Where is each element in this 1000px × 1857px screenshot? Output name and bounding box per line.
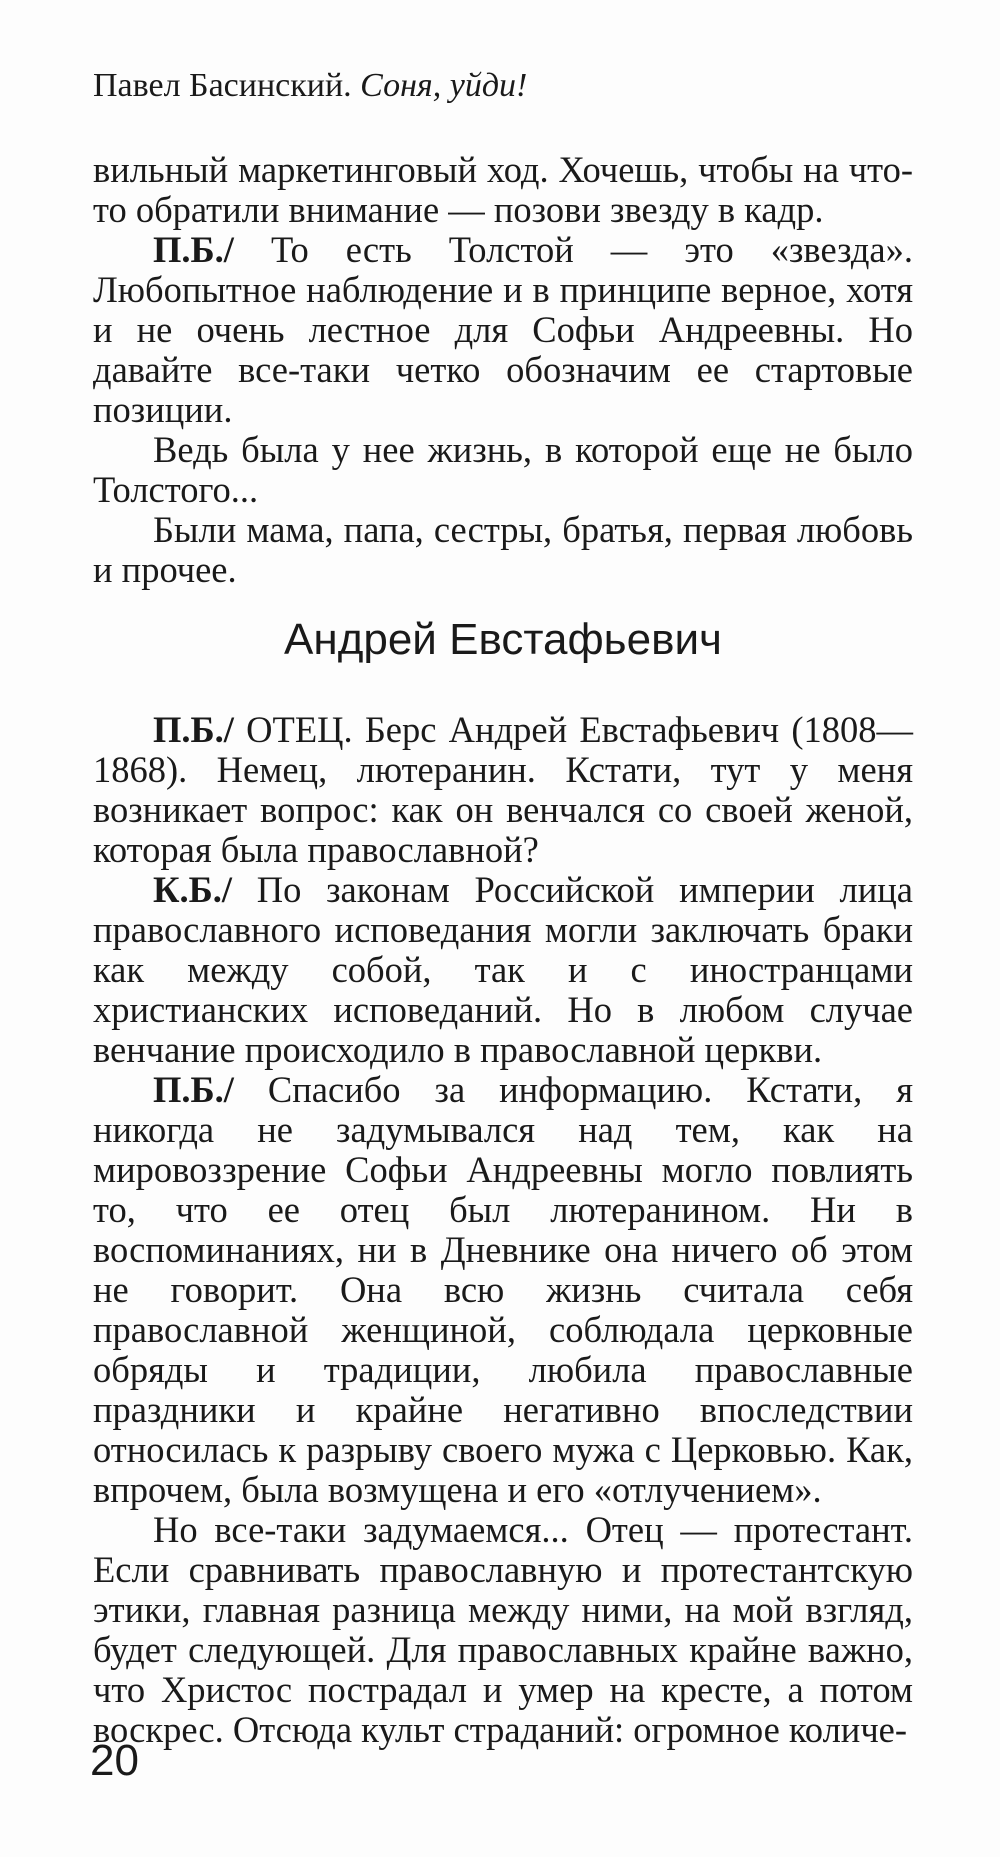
speaker-label: П.Б./ xyxy=(153,1069,234,1110)
paragraph xyxy=(93,1510,913,1750)
paragraph-text: ОТЕЦ. Берс Андрей Евстафьевич (1808—1868). Немец, лютеранин. Кстати, тут у меня возникает вопрос: как он венчался со своей женой, которая была православной? xyxy=(93,709,913,870)
speaker-label: П.Б./ xyxy=(153,229,234,270)
paragraph xyxy=(93,710,913,870)
paragraph-text: Спасибо за информацию. Кстати, я никогда не задумывался над тем, как на мировоззрение Софьи Андреевны могло повлиять то, что ее отец был лютеранином. Ни в воспоминаниях, ни в Дневнике она ничего об этом не говорит. Она всю жизнь считала себя православной женщиной, соблюдала церковные обряды и традиции, любила православные праздники и крайне негативно впоследствии относилась к разрыву своего мужа с Церковью. Как, впрочем, была возмущена и его «отлучением». xyxy=(93,1069,913,1510)
section-text-block xyxy=(93,710,913,1750)
top-text-block xyxy=(93,150,913,590)
section-heading: Андрей Евстафьевич xyxy=(284,615,722,664)
paragraph xyxy=(93,510,913,590)
paragraph xyxy=(93,230,913,430)
paragraph-text: Но все-таки задумаемся... Отец — протестант. Если сравнивать православную и протестантскую этики, главная разница между ними, на мой взгляд, будет следующей. Для православных крайне важно, что Христос пострадал и умер на кресте, а потом воскрес. Отсюда культ страданий: огромное количе- xyxy=(93,1509,913,1750)
paragraph xyxy=(93,870,913,1070)
running-head-author: Павел Басинский. xyxy=(93,67,352,104)
paragraph xyxy=(93,1070,913,1510)
paragraph-text: По законам Российской империи лица православного исповедания могли заключать браки как между собой, так и с иностранцами христианских исповеданий. Но в любом случае венчание происходило в православной церкви. xyxy=(93,869,913,1070)
running-head-title: Соня, уйди! xyxy=(360,67,528,104)
paragraph-text: Ведь была у нее жизнь, в которой еще не было Толстого... xyxy=(93,429,913,510)
paragraph-text: Были мама, папа, сестры, братья, первая любовь и прочее. xyxy=(93,509,913,590)
page-number: 20 xyxy=(90,1736,139,1785)
paragraph xyxy=(93,150,913,230)
running-head xyxy=(93,66,527,106)
paragraph-text: вильный маркетинговый ход. Хочешь, чтобы на что-то обратили внимание — позови звезду в кадр. xyxy=(93,149,913,230)
paragraph xyxy=(93,430,913,510)
speaker-label: П.Б./ xyxy=(153,709,234,750)
paragraph-text: То есть Толстой — это «звезда». Любопытное наблюдение и в принципе верное, хотя и не очень лестное для Софьи Андреевны. Но давайте все-таки четко обозначим ее стартовые позиции. xyxy=(93,229,913,430)
speaker-label: К.Б./ xyxy=(153,869,232,910)
